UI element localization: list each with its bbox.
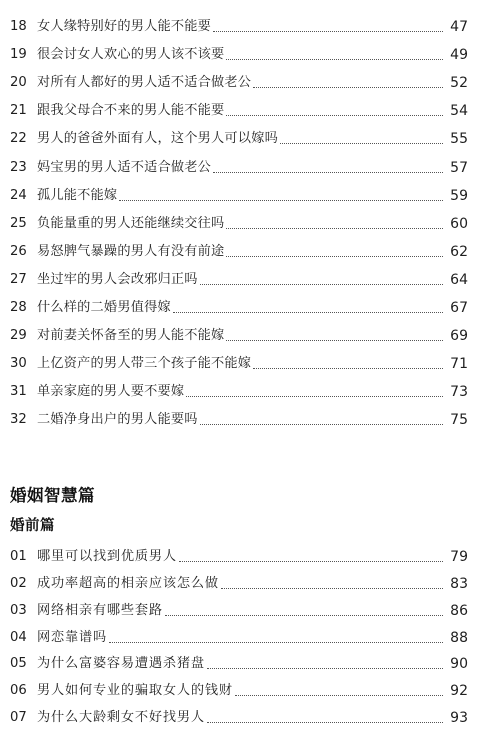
toc-entry[interactable] (10, 35, 468, 63)
toc-entry-number: 24 (10, 187, 27, 203)
toc-entry[interactable] (10, 288, 468, 316)
toc-entry-page: 62 (450, 243, 468, 260)
toc-entry-page: 83 (450, 575, 468, 592)
dot-leader (280, 143, 443, 144)
toc-entry-title: 男人的爸爸外面有人，这个男人可以嫁吗 (37, 131, 278, 147)
toc-entry[interactable] (10, 646, 468, 673)
toc-entry-page: 69 (450, 328, 468, 345)
dot-leader (235, 695, 443, 696)
sub-section-title: 婚前篇 (10, 518, 55, 534)
toc-entry-title: 网络相亲有哪些套路 (37, 602, 163, 618)
toc-entry-title: 为什么大龄剩女不好找男人 (37, 710, 205, 726)
toc-entry[interactable] (10, 232, 468, 260)
toc-entry-page: 60 (450, 215, 468, 232)
toc-entry-number: 21 (10, 103, 27, 119)
dot-leader (165, 615, 443, 616)
toc-entry-title: 对前妻关怀备至的男人能不能嫁 (37, 328, 225, 344)
toc-entry[interactable] (10, 344, 468, 372)
dot-leader (253, 368, 443, 369)
toc-list-part2 (10, 538, 468, 726)
toc-entry-number: 02 (10, 575, 27, 591)
toc-entry[interactable] (10, 7, 468, 35)
dot-leader (221, 588, 443, 589)
dot-leader (213, 172, 443, 173)
dot-leader (109, 642, 443, 643)
toc-entry-page: 55 (450, 131, 468, 148)
toc-entry-number: 04 (10, 629, 27, 645)
toc-entry-number: 22 (10, 131, 27, 147)
toc-entry-number: 30 (10, 356, 27, 372)
dot-leader (173, 312, 443, 313)
toc-entry-page: 93 (450, 710, 468, 727)
toc-entry[interactable] (10, 63, 468, 91)
dot-leader (119, 200, 443, 201)
toc-entry-number: 07 (10, 710, 27, 726)
toc-entry-number: 28 (10, 300, 27, 316)
toc-entry-number: 29 (10, 328, 27, 344)
dot-leader (226, 115, 443, 116)
section-title: 婚姻智慧篇 (10, 486, 95, 505)
toc-entry-title: 负能量重的男人还能继续交往吗 (37, 215, 225, 231)
toc-entry-number: 32 (10, 412, 27, 428)
toc-entry-title: 妈宝男的男人适不适合做老公 (37, 159, 212, 175)
toc-entry-title: 很会讨女人欢心的男人该不该要 (37, 47, 225, 63)
toc-entry-number: 03 (10, 602, 27, 618)
toc-entry-page: 73 (450, 384, 468, 401)
toc-entry-page: 64 (450, 271, 468, 288)
dot-leader (200, 424, 443, 425)
toc-entry-number: 31 (10, 384, 27, 400)
toc-entry-page: 47 (450, 19, 468, 36)
dot-leader (253, 87, 443, 88)
dot-leader (186, 396, 443, 397)
toc-entry[interactable] (10, 91, 468, 119)
toc-entry-number: 27 (10, 271, 27, 287)
toc-entry-title: 对所有人都好的男人适不适合做老公 (37, 75, 252, 91)
dot-leader (226, 340, 443, 341)
toc-entry[interactable] (10, 538, 468, 565)
toc-entry[interactable] (10, 316, 468, 344)
toc-entry-page: 86 (450, 602, 468, 619)
toc-entry[interactable] (10, 565, 468, 592)
toc-entry-number: 05 (10, 656, 27, 672)
dot-leader (207, 722, 443, 723)
toc-entry-title: 网恋靠谱吗 (37, 629, 107, 645)
dot-leader (200, 284, 443, 285)
toc-entry-title: 二婚净身出户的男人能要吗 (37, 412, 198, 428)
toc-entry-page: 90 (450, 656, 468, 673)
toc-entry-page: 59 (450, 187, 468, 204)
toc-entry-page: 71 (450, 356, 468, 373)
toc-entry-title: 易怒脾气暴躁的男人有没有前途 (37, 243, 225, 259)
toc-entry[interactable] (10, 119, 468, 147)
toc-entry-title: 孤儿能不能嫁 (37, 187, 118, 203)
toc-entry-page: 75 (450, 412, 468, 429)
dot-leader (226, 59, 443, 60)
toc-entry-title: 跟我父母合不来的男人能不能要 (37, 103, 225, 119)
dot-leader (213, 31, 443, 32)
dot-leader (179, 561, 443, 562)
toc-entry-number: 19 (10, 47, 27, 63)
toc-entry-page: 92 (450, 683, 468, 700)
toc-entry-title: 上亿资产的男人带三个孩子能不能嫁 (37, 356, 252, 372)
toc-entry-title: 什么样的二婚男值得嫁 (37, 300, 171, 316)
toc-entry-number: 20 (10, 75, 27, 91)
toc-entry-number: 01 (10, 548, 27, 564)
toc-entry-page: 88 (450, 629, 468, 646)
toc-entry-title: 单亲家庭的男人要不要嫁 (37, 384, 185, 400)
toc-entry[interactable] (10, 204, 468, 232)
toc-entry-page: 67 (450, 300, 468, 317)
toc-entry-title: 女人缘特别好的男人能不能要 (37, 19, 212, 35)
toc-entry-title: 成功率超高的相亲应该怎么做 (37, 575, 219, 591)
toc-entry-number: 18 (10, 19, 27, 35)
toc-entry[interactable] (10, 176, 468, 204)
toc-entry[interactable] (10, 147, 468, 175)
toc-entry[interactable] (10, 372, 468, 400)
toc-entry-title: 哪里可以找到优质男人 (37, 548, 177, 564)
dot-leader (226, 228, 443, 229)
toc-entry[interactable] (10, 400, 468, 428)
toc-entry-title: 为什么富婆容易遭遇杀猪盘 (37, 656, 205, 672)
toc-entry[interactable] (10, 699, 468, 726)
dot-leader (226, 256, 443, 257)
toc-entry-number: 26 (10, 243, 27, 259)
toc-entry-page: 57 (450, 159, 468, 176)
toc-entry[interactable] (10, 619, 468, 646)
toc-list-part1 (10, 7, 468, 428)
toc-entry-page: 54 (450, 103, 468, 120)
toc-entry-number: 23 (10, 159, 27, 175)
toc-entry-page: 52 (450, 75, 468, 92)
toc-entry-number: 25 (10, 215, 27, 231)
toc-entry[interactable] (10, 672, 468, 699)
toc-entry[interactable] (10, 260, 468, 288)
toc-entry-title: 男人如何专业的骗取女人的钱财 (37, 683, 233, 699)
toc-entry-page: 79 (450, 548, 468, 565)
toc-entry-page: 49 (450, 47, 468, 64)
toc-entry[interactable] (10, 592, 468, 619)
toc-entry-title: 坐过牢的男人会改邪归正吗 (37, 271, 198, 287)
toc-entry-number: 06 (10, 683, 27, 699)
dot-leader (207, 668, 443, 669)
